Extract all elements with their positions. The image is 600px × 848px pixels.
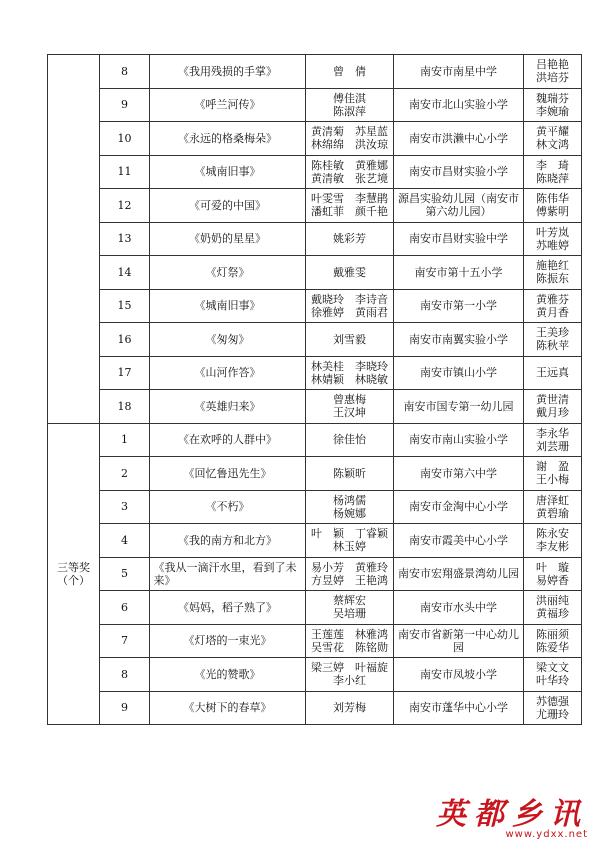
row-number-cell — [100, 591, 150, 625]
row-number-text: 4 — [121, 533, 128, 547]
row-number-cell — [100, 658, 150, 692]
row-number-text: 18 — [117, 399, 132, 413]
school-cell — [394, 88, 524, 122]
authors-cell — [306, 222, 394, 256]
authors-text: 叶 颖 丁睿颖 林玉婷 — [311, 527, 388, 554]
row-number-text: 8 — [121, 667, 128, 681]
work-title-text: 《奶奶的星星》 — [189, 232, 266, 246]
teachers-cell — [524, 155, 582, 189]
work-title-cell — [150, 658, 306, 692]
row-number-cell — [100, 122, 150, 156]
teachers-cell — [524, 691, 582, 725]
teachers-text: 王远真 — [536, 366, 569, 380]
work-title-cell — [150, 524, 306, 558]
teachers-cell — [524, 658, 582, 692]
table-row — [48, 423, 582, 457]
authors-text: 梁三婷 叶福旋 李小红 — [311, 661, 388, 688]
work-title-text: 《妈妈，稻子熟了》 — [178, 600, 277, 614]
table-row — [48, 222, 582, 256]
authors-cell — [306, 289, 394, 323]
row-number-cell — [100, 691, 150, 725]
authors-cell — [306, 691, 394, 725]
work-title-text: 《我从一滴汗水里，看到了未来》 — [153, 560, 297, 587]
authors-text: 黄清菊 苏星蓝 林绵绵 洪汝琼 — [311, 125, 388, 152]
teachers-text: 黄世清 戴月珍 — [536, 393, 569, 420]
work-title-text: 《可爱的中国》 — [189, 198, 266, 212]
school-cell — [394, 289, 524, 323]
work-title-cell — [150, 557, 306, 591]
row-number-cell — [100, 323, 150, 357]
row-number-text: 6 — [121, 600, 128, 614]
authors-cell — [306, 490, 394, 524]
row-number-cell — [100, 524, 150, 558]
row-number-text: 8 — [121, 64, 128, 78]
work-title-cell — [150, 289, 306, 323]
authors-cell — [306, 423, 394, 457]
teachers-text: 陈丽须 陈爱华 — [536, 627, 569, 654]
school-text: 南安市昌财实验小学 — [409, 165, 508, 179]
school-cell — [394, 323, 524, 357]
watermark-logo: 英都乡讯 — [436, 797, 588, 832]
table-row — [48, 591, 582, 625]
authors-cell — [306, 524, 394, 558]
table-row — [48, 390, 582, 424]
table-row — [48, 55, 582, 89]
award-category-cell: 三等奖（个） — [48, 423, 100, 725]
teachers-cell — [524, 55, 582, 89]
authors-cell — [306, 457, 394, 491]
authors-text: 姚彩芳 — [333, 232, 366, 246]
teachers-text: 谢 盈 王小梅 — [536, 460, 569, 487]
school-text: 南安市南翼实验小学 — [409, 332, 508, 346]
school-cell — [394, 591, 524, 625]
teachers-text: 李 琦 陈晓萍 — [536, 158, 569, 185]
row-number-cell — [100, 189, 150, 223]
row-number-cell — [100, 457, 150, 491]
teachers-cell — [524, 88, 582, 122]
authors-text: 曾 倩 — [333, 64, 366, 78]
authors-text: 刘雪毅 — [333, 332, 366, 346]
teachers-text: 唐泽虹 黄碧瑜 — [536, 493, 569, 520]
teachers-text: 李永华 刘芸珊 — [536, 426, 569, 453]
teachers-text: 黄雅芬 黄月香 — [536, 292, 569, 319]
teachers-cell — [524, 591, 582, 625]
authors-text: 傅佳淇 陈淑萍 — [333, 91, 366, 118]
teachers-cell — [524, 356, 582, 390]
award-category-cell — [48, 55, 100, 424]
table-row — [48, 691, 582, 725]
row-number-text: 16 — [117, 332, 132, 346]
table-row — [48, 155, 582, 189]
row-number-cell — [100, 490, 150, 524]
school-cell — [394, 256, 524, 290]
school-cell — [394, 55, 524, 89]
row-number-text: 12 — [117, 198, 132, 212]
authors-text: 戴晓玲 李诗音 徐雅婷 黄雨君 — [311, 292, 388, 319]
school-text: 南安市宏翔盛景湾幼儿园 — [398, 567, 519, 581]
row-number-cell — [100, 88, 150, 122]
teachers-cell — [524, 122, 582, 156]
table-row — [48, 356, 582, 390]
teachers-text: 苏德强 尤珊玲 — [536, 694, 569, 721]
work-title-text: 《匆匆》 — [205, 332, 250, 346]
work-title-text: 《我用残损的手掌》 — [178, 64, 277, 78]
work-title-text: 《灯祭》 — [205, 265, 250, 279]
teachers-cell — [524, 490, 582, 524]
watermark — [436, 799, 588, 840]
work-title-cell — [150, 222, 306, 256]
work-title-cell — [150, 323, 306, 357]
row-number-cell — [100, 557, 150, 591]
authors-text: 戴雅雯 — [333, 265, 366, 279]
authors-text: 林美桂 李晓玲 林婧颖 林晓敏 — [311, 359, 388, 386]
school-cell — [394, 658, 524, 692]
school-text: 南安市水头中学 — [420, 600, 497, 614]
row-number-text: 1 — [121, 433, 128, 447]
row-number-text: 10 — [117, 131, 132, 145]
work-title-cell — [150, 390, 306, 424]
authors-cell — [306, 624, 394, 658]
teachers-text: 叶 璇 易婷香 — [536, 560, 569, 587]
authors-text: 叶雯雪 李慧鹃 潘虹菲 颜千艳 — [311, 192, 388, 219]
work-title-cell — [150, 457, 306, 491]
table-row — [48, 557, 582, 591]
table-row — [48, 122, 582, 156]
school-text: 南安市国专第一幼儿园 — [403, 399, 514, 413]
teachers-cell — [524, 256, 582, 290]
school-cell — [394, 222, 524, 256]
authors-cell — [306, 658, 394, 692]
row-number-text: 9 — [121, 98, 128, 112]
table-row — [48, 289, 582, 323]
authors-cell — [306, 591, 394, 625]
row-number-text: 9 — [121, 701, 128, 715]
authors-text: 刘芳梅 — [333, 701, 366, 715]
school-cell — [394, 691, 524, 725]
work-title-text: 《永远的格桑梅朵》 — [178, 131, 277, 145]
work-title-text: 《光的赞歌》 — [194, 667, 261, 681]
authors-text: 易小芳 黄雅玲 方昱婷 王艳鸿 — [311, 560, 388, 587]
school-text: 南安市金淘中心小学 — [409, 500, 508, 514]
work-title-cell — [150, 88, 306, 122]
authors-text: 徐佳怡 — [333, 433, 366, 447]
teachers-text: 洪丽纯 黄福珍 — [536, 594, 569, 621]
table-row — [48, 624, 582, 658]
row-number-text: 17 — [117, 366, 132, 380]
teachers-text: 施艳红 陈振东 — [536, 259, 569, 286]
school-cell — [394, 457, 524, 491]
teachers-cell — [524, 423, 582, 457]
row-number-text: 15 — [117, 299, 132, 313]
work-title-text: 《城南旧事》 — [194, 299, 261, 313]
teachers-text: 黄平耀 林文鸿 — [536, 125, 569, 152]
school-text: 南安市霞美中心小学 — [409, 533, 508, 547]
teachers-text: 叶芳岚 苏唯婷 — [536, 225, 569, 252]
school-text: 南安市第一小学 — [420, 299, 497, 313]
school-text: 南安市第六中学 — [420, 466, 497, 480]
awards-table — [47, 54, 582, 725]
school-text: 源昌实验幼儿园（南安市第六幼儿园） — [398, 192, 519, 219]
row-number-text: 3 — [121, 500, 128, 514]
work-title-text: 《灯塔的一束光》 — [183, 634, 272, 648]
table-row — [48, 88, 582, 122]
teachers-cell — [524, 390, 582, 424]
work-title-text: 《英雄归来》 — [194, 399, 261, 413]
work-title-text: 《呼兰河传》 — [194, 98, 261, 112]
work-title-cell — [150, 189, 306, 223]
table-row — [48, 189, 582, 223]
work-title-cell — [150, 155, 306, 189]
row-number-text: 13 — [117, 232, 132, 246]
teachers-text: 梁文文 叶华玲 — [536, 661, 569, 688]
row-number-cell — [100, 356, 150, 390]
work-title-text: 《在欢呼的人群中》 — [178, 433, 277, 447]
row-number-text: 5 — [121, 567, 128, 581]
authors-text: 蔡辉宏 吴培珊 — [333, 594, 366, 621]
work-title-text: 《城南旧事》 — [194, 165, 261, 179]
work-title-cell — [150, 55, 306, 89]
row-number-text: 2 — [121, 466, 128, 480]
row-number-cell — [100, 55, 150, 89]
work-title-text: 《我的南方和北方》 — [178, 533, 277, 547]
work-title-text: 《不朽》 — [205, 500, 250, 514]
school-cell — [394, 557, 524, 591]
authors-text: 陈桂敏 黄雅娜 黄清敏 张艺境 — [311, 158, 388, 185]
authors-text: 曾惠梅 王汉坤 — [333, 393, 366, 420]
teachers-text: 吕艳艳 洪培芬 — [536, 58, 569, 85]
watermark-url: www.ydxx.net — [505, 829, 588, 840]
school-cell — [394, 490, 524, 524]
table-row — [48, 658, 582, 692]
row-number-text: 14 — [117, 265, 132, 279]
table-row — [48, 256, 582, 290]
teachers-text: 王美珍 陈秋苹 — [536, 326, 569, 353]
teachers-text: 陈永安 李友彬 — [536, 527, 569, 554]
work-title-cell — [150, 624, 306, 658]
row-number-cell — [100, 289, 150, 323]
authors-cell — [306, 356, 394, 390]
school-text: 南安市洪濑中心小学 — [409, 131, 508, 145]
school-text: 南安市北山实验小学 — [409, 98, 508, 112]
authors-cell — [306, 155, 394, 189]
teachers-text: 魏瑞芬 李婉瑜 — [536, 91, 569, 118]
teachers-cell — [524, 457, 582, 491]
authors-cell — [306, 189, 394, 223]
row-number-cell — [100, 222, 150, 256]
school-text: 南安市凤坡小学 — [420, 667, 497, 681]
authors-cell — [306, 88, 394, 122]
school-cell — [394, 356, 524, 390]
work-title-cell — [150, 490, 306, 524]
authors-text: 陈颖昕 — [333, 466, 366, 480]
work-title-cell — [150, 591, 306, 625]
row-number-text: 7 — [121, 634, 128, 648]
row-number-cell — [100, 155, 150, 189]
teachers-text: 陈伟华 傅紫明 — [536, 192, 569, 219]
row-number-cell — [100, 423, 150, 457]
work-title-text: 《大树下的春草》 — [183, 701, 272, 715]
teachers-cell — [524, 624, 582, 658]
school-cell — [394, 423, 524, 457]
authors-text: 杨鸿儒 杨婉娜 — [333, 493, 366, 520]
school-text: 南安市昌财实验中学 — [409, 232, 508, 246]
school-text: 南安市南山实验小学 — [409, 433, 508, 447]
school-cell — [394, 624, 524, 658]
authors-cell — [306, 557, 394, 591]
school-text: 南安市南星中学 — [420, 64, 497, 78]
work-title-cell — [150, 356, 306, 390]
school-cell — [394, 524, 524, 558]
school-cell — [394, 189, 524, 223]
teachers-cell — [524, 323, 582, 357]
table-row — [48, 323, 582, 357]
authors-text: 王莲莲 林雅鸿 吴雪花 陈铭勋 — [311, 627, 388, 654]
work-title-cell — [150, 423, 306, 457]
teachers-cell — [524, 189, 582, 223]
work-title-cell — [150, 122, 306, 156]
teachers-cell — [524, 222, 582, 256]
school-text: 南安市第十五小学 — [414, 265, 503, 279]
authors-cell — [306, 323, 394, 357]
table-row — [48, 457, 582, 491]
teachers-cell — [524, 557, 582, 591]
work-title-cell — [150, 256, 306, 290]
table-row — [48, 524, 582, 558]
work-title-cell — [150, 691, 306, 725]
authors-cell — [306, 390, 394, 424]
authors-cell — [306, 55, 394, 89]
school-text: 南安市蓬华中心小学 — [409, 701, 508, 715]
authors-cell — [306, 256, 394, 290]
school-cell — [394, 155, 524, 189]
school-text: 南安市省新第一中心幼儿园 — [398, 627, 519, 654]
school-text: 南安市镇山小学 — [420, 366, 497, 380]
teachers-cell — [524, 524, 582, 558]
row-number-text: 11 — [117, 165, 132, 179]
teachers-cell — [524, 289, 582, 323]
school-cell — [394, 122, 524, 156]
awards-table-body — [48, 55, 582, 725]
row-number-cell — [100, 390, 150, 424]
row-number-cell — [100, 256, 150, 290]
work-title-text: 《回忆鲁迅先生》 — [183, 466, 272, 480]
authors-cell — [306, 122, 394, 156]
table-row — [48, 490, 582, 524]
row-number-cell — [100, 624, 150, 658]
school-cell — [394, 390, 524, 424]
work-title-text: 《山河作答》 — [194, 366, 261, 380]
